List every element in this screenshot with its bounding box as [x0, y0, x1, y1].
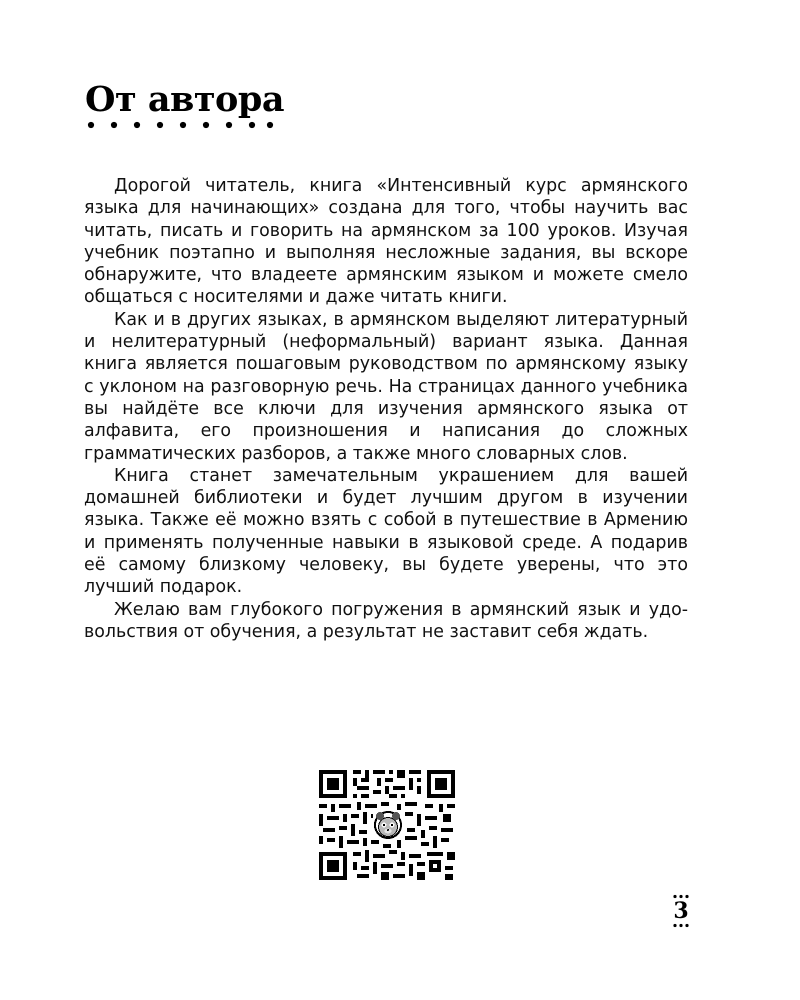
divider-dot — [134, 122, 140, 128]
divider-dot — [88, 122, 94, 128]
qr-finder-top-right — [427, 770, 455, 798]
qr-finder-top-left — [319, 770, 347, 798]
paragraph: Как и в других языках, в армянском выделяют литературный и нелитературный (неформальный) вариант языка. Данная книга является пошаговым руководством по армянскому языку с уклоном на разговорную речь. На страницах данного учебника вы найдёте все ключи для изучения армянского языка от алфавита, его произношения и написания до сложных грамматических разборов, а также много словарных слов. — [84, 309, 688, 464]
page-title: От автора — [85, 79, 285, 120]
divider-dot — [226, 122, 232, 128]
paragraph: Книга станет замечательным украшением для вашей домашней библиотеки и будет лучшим другом в изучении языка. Также её можно взять с собой в путешествие в Армению и применять полученные навыки в языковой среде. А подарив её самому близкому человеку, вы будете уверены, что это лучший подарок. — [84, 465, 688, 598]
qr-code-icon — [318, 769, 456, 881]
divider-dot — [267, 122, 273, 128]
paragraph: Дорогой читатель, книга «Интенсивный курс армянского языка для начинающих» создана для того, чтобы научить вас читать, писать и говорить на армянском за 100 уроков. Изучая учебник поэтапно и выполняя несложные задания, вы вскоре обнаружите, что владеете армянским языком и можете смело общаться с носителями и даже читать книги. — [84, 176, 688, 308]
page-number-block — [668, 894, 694, 928]
qr-finder-bottom-left — [319, 852, 347, 880]
page-number: 3 — [673, 898, 689, 924]
divider-dot — [203, 122, 209, 128]
divider-dot — [157, 122, 163, 128]
paragraph: Желаю вам глубокого погружения в армянский язык и удовольствия от обучения, а результат не заставит себя ждать. — [84, 599, 688, 642]
title-dots-divider — [86, 120, 276, 130]
divider-dot — [249, 122, 255, 128]
divider-dot — [180, 122, 186, 128]
body-text — [84, 175, 688, 643]
mascot-icon — [373, 810, 403, 840]
divider-dot — [111, 122, 117, 128]
